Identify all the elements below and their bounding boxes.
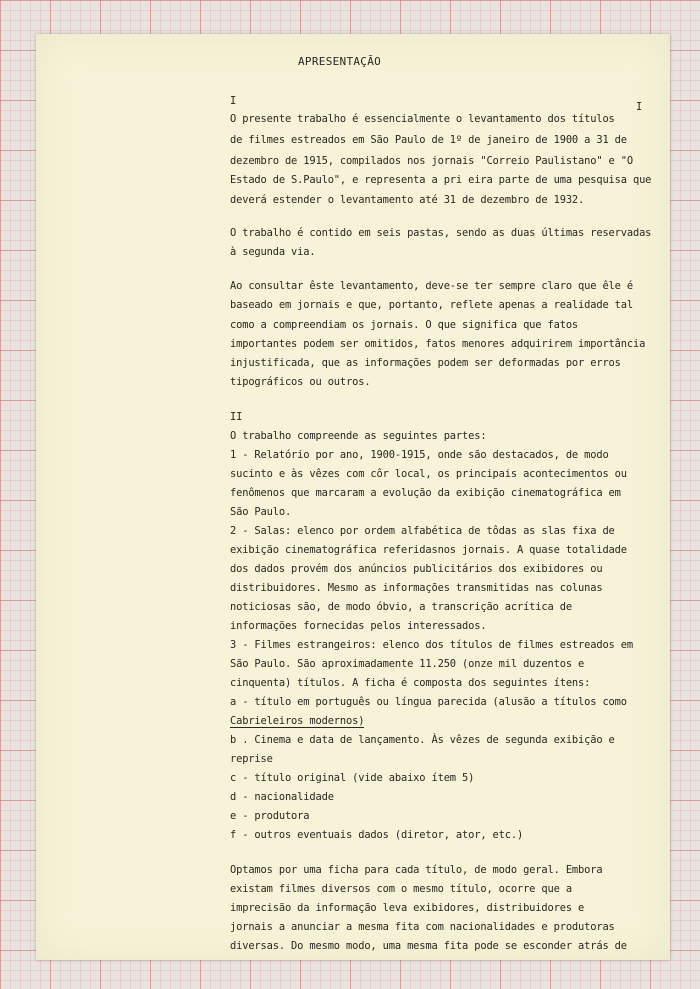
text-line: distribuidores. Mesmo as informações transmitidas nas colunas [230, 582, 603, 594]
text-line: d - nacionalidade [230, 791, 334, 803]
text-line: jornais a anunciar a mesma fita com nacionalidades e produtoras [230, 921, 615, 933]
text-line: noticiosas são, de modo óbvio, a transcrição acrítica de [230, 601, 572, 613]
text-line: 1 - Relatório por ano, 1900-1915, onde são destacados, de modo [230, 449, 609, 461]
text-line: informações fornecidas pelos interessados. [230, 620, 487, 632]
text-line: tipográficos ou outros. [230, 376, 371, 388]
text-line: baseado em jornais e que, portanto, reflete apenas a realidade tal [230, 299, 633, 311]
text-line: sucinto e às vêzes com côr local, os principais acontecimentos ou [230, 468, 627, 480]
text-line: f - outros eventuais dados (diretor, ator, etc.) [230, 829, 524, 841]
text-line: 3 - Filmes estrangeiros: elenco dos títulos de filmes estreados em [230, 639, 633, 651]
text-line: O trabalho compreende as seguintes partes: [230, 430, 487, 442]
text-line: à segunda via. [230, 246, 316, 258]
page-title: APRESENTAÇÃO [298, 55, 382, 68]
text-line: existam filmes diversos com o mesmo título, ocorre que a [230, 883, 572, 895]
text-line: e - produtora [230, 810, 310, 822]
text-line: fenômenos que marcaram a evolução da exibição cinematográfica em [230, 487, 621, 499]
text-line: dos dados provém dos anúncios publicitários dos exibidores ou [230, 563, 603, 575]
text-line: a - título em português ou língua parecida (alusão a títulos como [230, 696, 627, 708]
text-line: exibição cinematográfica referidasnos jornais. A quase totalidade [230, 544, 627, 556]
text-line: O trabalho é contido em seis pastas, sendo as duas últimas reservadas [230, 227, 652, 239]
underlined-title-example: Cabrieleiros modernos) [230, 715, 365, 727]
section-heading-i: I [230, 95, 237, 107]
text-line: 2 - Salas: elenco por ordem alfabética de tôdas as slas fixa de [230, 525, 615, 537]
text-line: São Paulo. [230, 506, 292, 518]
text-line: como a compreendiam os jornais. O que significa que fatos [230, 319, 579, 331]
text-line: deverá estender o levantamento até 31 de dezembro de 1932. [230, 194, 585, 206]
text-line: b . Cinema e data de lançamento. Às vêzes de segunda exibição e [230, 734, 615, 746]
text-line: reprise [230, 753, 273, 765]
text-line: São Paulo. São aproximadamente 11.250 (onze mil duzentos e [230, 658, 585, 670]
text-line: Estado de S.Paulo", e representa a pri eira parte de uma pesquisa que [230, 174, 652, 186]
section-heading-ii: II [230, 411, 243, 423]
text-line: importantes podem ser omitidos, fatos menores adquirirem importância [230, 338, 646, 350]
text-line: imprecisão da informação leva exibidores, distribuidores e [230, 902, 585, 914]
text-line: injustificada, que as informações podem ser deformadas por erros [230, 357, 621, 369]
text-line: dezembro de 1915, compilados nos jornais "Correio Paulistano" e "O [230, 155, 633, 167]
text-line: diversas. Do mesmo modo, uma mesma fita pode se esconder atrás de [230, 940, 627, 952]
text-line: Ao consultar êste levantamento, deve-se ter sempre claro que êle é [230, 280, 633, 292]
text-line: Optamos por uma ficha para cada título, de modo geral. Embora [230, 864, 603, 876]
text-line: cinquenta) títulos. A ficha é composta dos seguintes ítens: [230, 677, 591, 689]
text-line: O presente trabalho é essencialmente o levantamento dos títulos [230, 113, 615, 125]
margin-section-mark: I [636, 101, 643, 113]
text-line: de filmes estreados em São Paulo de 1º de janeiro de 1900 a 31 de [230, 134, 627, 146]
text-line: c - título original (vide abaixo ítem 5) [230, 772, 475, 784]
